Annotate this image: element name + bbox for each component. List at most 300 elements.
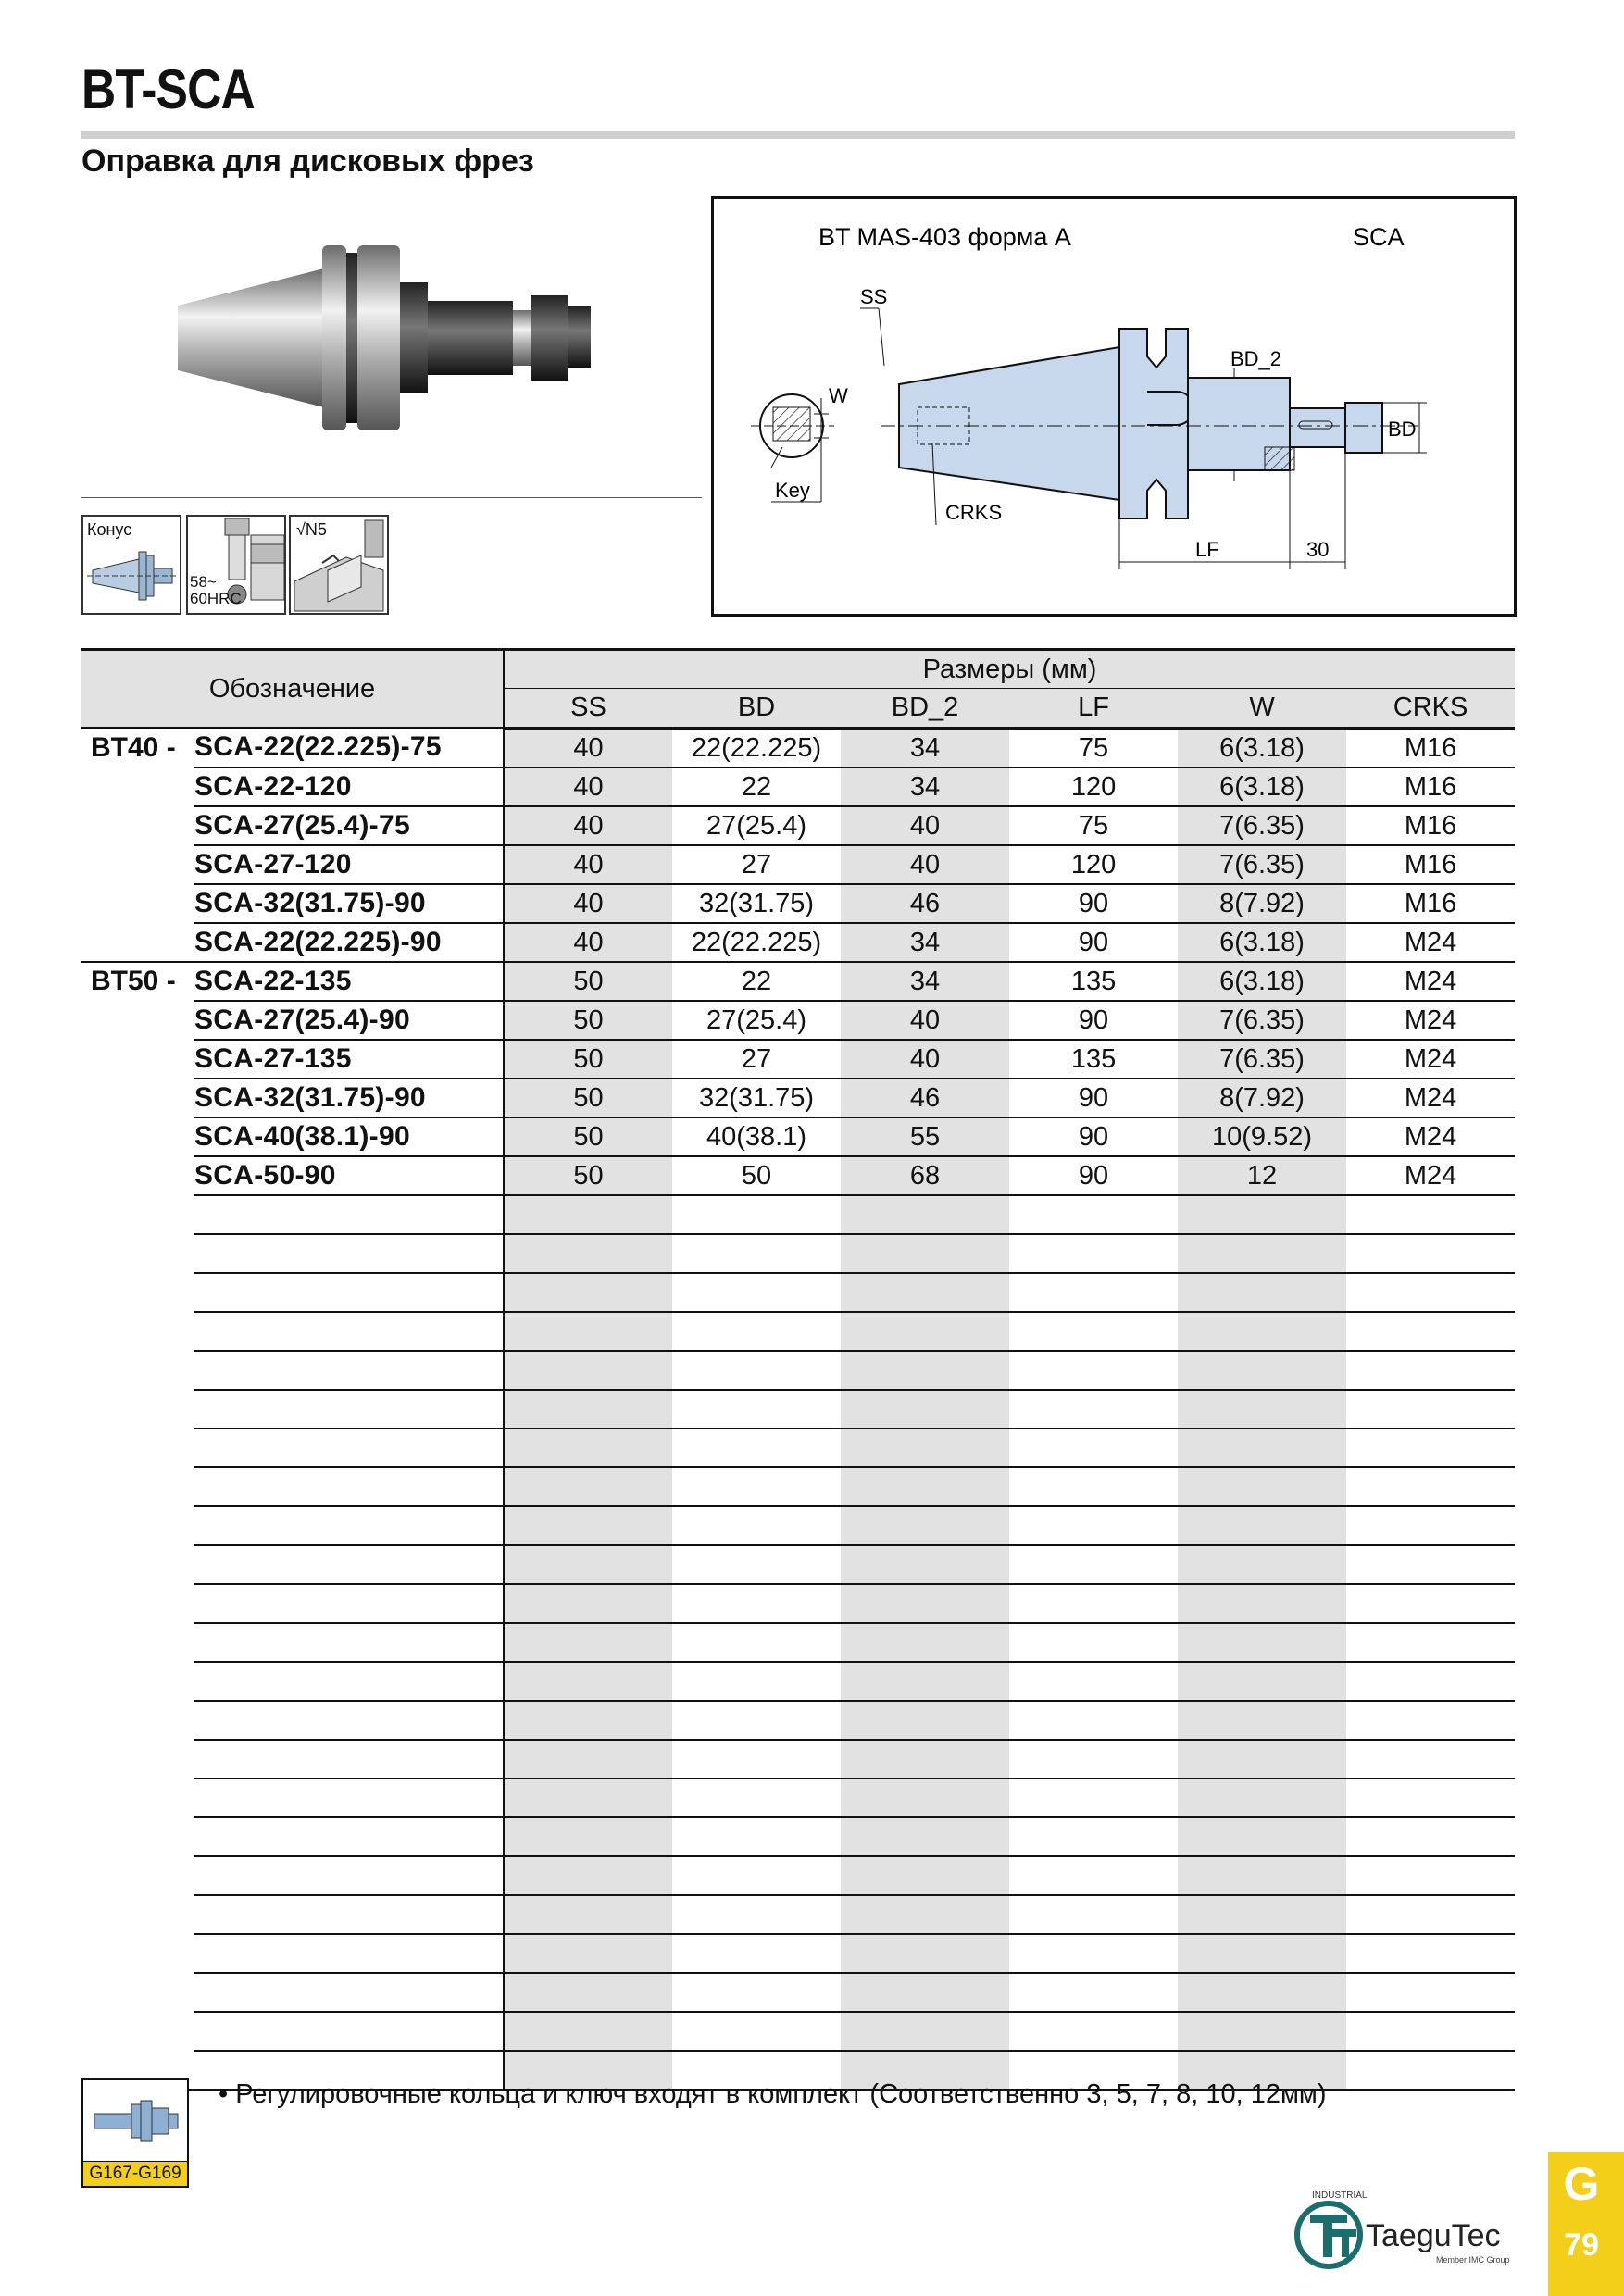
empty-value-cell xyxy=(1009,2012,1178,2051)
empty-table-row xyxy=(81,1234,1515,1273)
empty-value-cell xyxy=(1178,1312,1346,1351)
cell-lf: 75 xyxy=(1009,728,1178,767)
table-row xyxy=(81,845,1515,884)
empty-value-cell xyxy=(504,1934,672,1973)
lf-label: LF xyxy=(1195,538,1219,561)
machine-group-label xyxy=(81,767,194,806)
empty-value-cell xyxy=(1346,1429,1515,1467)
empty-value-cell xyxy=(841,1856,1009,1895)
empty-value-cell xyxy=(672,1740,841,1778)
machine-group-label xyxy=(81,923,194,962)
model-designation: SCA-22-120 xyxy=(194,767,504,806)
empty-value-cell xyxy=(672,1467,841,1506)
empty-group-cell xyxy=(81,1506,194,1545)
empty-value-cell xyxy=(1346,1662,1515,1701)
logo-tagline: Member IMC Group xyxy=(1436,2255,1510,2265)
empty-value-cell xyxy=(841,2012,1009,2051)
empty-group-cell xyxy=(81,1662,194,1701)
table-row xyxy=(81,1001,1515,1040)
page-title: BT-SCA xyxy=(81,58,255,120)
empty-table-row xyxy=(81,1195,1515,1234)
cell-bd_2: 68 xyxy=(841,1156,1009,1195)
empty-model-cell xyxy=(194,1701,504,1740)
empty-value-cell xyxy=(504,1856,672,1895)
cell-ss: 40 xyxy=(504,923,672,962)
empty-value-cell xyxy=(841,1662,1009,1701)
empty-value-cell xyxy=(1009,1623,1178,1662)
empty-value-cell xyxy=(841,1506,1009,1545)
bd-label: BD xyxy=(1388,418,1417,441)
empty-value-cell xyxy=(841,1934,1009,1973)
empty-table-row xyxy=(81,2012,1515,2051)
empty-value-cell xyxy=(1346,1312,1515,1351)
empty-value-cell xyxy=(1346,2051,1515,2090)
spec-table xyxy=(81,648,1515,2091)
cell-crks: M16 xyxy=(1346,884,1515,923)
cell-bd: 22(22.225) xyxy=(672,728,841,767)
empty-model-cell xyxy=(194,1934,504,1973)
empty-value-cell xyxy=(672,1856,841,1895)
empty-model-cell xyxy=(194,1662,504,1701)
empty-value-cell xyxy=(841,1973,1009,2012)
product-photo xyxy=(139,218,602,440)
empty-group-cell xyxy=(81,1817,194,1856)
pull-stud-reference-icon[interactable] xyxy=(81,2078,189,2188)
empty-value-cell xyxy=(1346,1856,1515,1895)
cell-w: 10(9.52) xyxy=(1178,1117,1346,1156)
empty-table-row xyxy=(81,1701,1515,1740)
empty-value-cell xyxy=(1009,1467,1178,1506)
empty-value-cell xyxy=(1009,1778,1178,1817)
empty-model-cell xyxy=(194,1778,504,1817)
empty-value-cell xyxy=(504,2012,672,2051)
empty-value-cell xyxy=(1346,1506,1515,1545)
empty-value-cell xyxy=(1178,1973,1346,2012)
empty-value-cell xyxy=(672,1895,841,1934)
diagram-right-title: SCA xyxy=(1353,223,1405,251)
empty-value-cell xyxy=(504,1195,672,1234)
empty-value-cell xyxy=(1178,1895,1346,1934)
empty-value-cell xyxy=(1178,1623,1346,1662)
empty-value-cell xyxy=(1178,1662,1346,1701)
column-header-lf: LF xyxy=(1009,689,1178,728)
table-row xyxy=(81,884,1515,923)
empty-value-cell xyxy=(672,1584,841,1623)
empty-value-cell xyxy=(672,1817,841,1856)
empty-group-cell xyxy=(81,1234,194,1273)
cell-w: 6(3.18) xyxy=(1178,728,1346,767)
cell-bd_2: 40 xyxy=(841,806,1009,845)
cell-ss: 50 xyxy=(504,1117,672,1156)
cell-ss: 50 xyxy=(504,1040,672,1079)
empty-value-cell xyxy=(1346,1351,1515,1390)
empty-value-cell xyxy=(504,1701,672,1740)
empty-value-cell xyxy=(1178,1429,1346,1467)
title-rule xyxy=(81,131,1515,139)
cone-icon xyxy=(81,515,181,615)
table-row xyxy=(81,923,1515,962)
machine-group-label xyxy=(81,806,194,845)
cell-lf: 120 xyxy=(1009,767,1178,806)
empty-value-cell xyxy=(504,1312,672,1351)
empty-value-cell xyxy=(1009,1312,1178,1351)
empty-value-cell xyxy=(672,1623,841,1662)
empty-value-cell xyxy=(1178,1856,1346,1895)
empty-value-cell xyxy=(1178,1234,1346,1273)
empty-value-cell xyxy=(1178,1934,1346,1973)
empty-value-cell xyxy=(504,1390,672,1429)
hrc-label-1: 58~ xyxy=(190,573,217,591)
empty-group-cell xyxy=(81,1467,194,1506)
empty-model-cell xyxy=(194,1273,504,1312)
empty-value-cell xyxy=(1009,1273,1178,1312)
model-designation: SCA-27-135 xyxy=(194,1040,504,1079)
empty-value-cell xyxy=(672,1973,841,2012)
cone-label: Конус xyxy=(87,520,132,539)
cell-bd_2: 40 xyxy=(841,1040,1009,1079)
dimensions-header: Размеры (мм) xyxy=(504,650,1515,689)
empty-table-row xyxy=(81,1390,1515,1429)
empty-value-cell xyxy=(1178,1740,1346,1778)
cell-crks: M16 xyxy=(1346,728,1515,767)
key-label: Key xyxy=(775,479,810,502)
cell-bd: 22 xyxy=(672,962,841,1001)
empty-value-cell xyxy=(672,1351,841,1390)
empty-model-cell xyxy=(194,1973,504,2012)
empty-table-row xyxy=(81,1467,1515,1506)
empty-group-cell xyxy=(81,1740,194,1778)
logo-wordmark: TaeguTec xyxy=(1366,2218,1501,2253)
cell-lf: 90 xyxy=(1009,1117,1178,1156)
empty-value-cell xyxy=(1009,1973,1178,2012)
table-row xyxy=(81,767,1515,806)
cell-ss: 40 xyxy=(504,845,672,884)
empty-value-cell xyxy=(672,1273,841,1312)
cell-ss: 50 xyxy=(504,1079,672,1117)
empty-value-cell xyxy=(841,1234,1009,1273)
empty-table-row xyxy=(81,1740,1515,1778)
empty-value-cell xyxy=(1009,1234,1178,1273)
table-row xyxy=(81,728,1515,767)
empty-value-cell xyxy=(1346,1817,1515,1856)
empty-table-row xyxy=(81,1662,1515,1701)
empty-value-cell xyxy=(504,1351,672,1390)
cell-ss: 50 xyxy=(504,1156,672,1195)
cell-bd_2: 34 xyxy=(841,923,1009,962)
designation-header: Обозначение xyxy=(81,650,504,729)
empty-value-cell xyxy=(672,1390,841,1429)
empty-group-cell xyxy=(81,1351,194,1390)
empty-value-cell xyxy=(504,1545,672,1584)
cell-w: 7(6.35) xyxy=(1178,1040,1346,1079)
empty-value-cell xyxy=(1346,1740,1515,1778)
cell-crks: M16 xyxy=(1346,806,1515,845)
finish-label: √N5 xyxy=(296,520,327,539)
machine-group-label xyxy=(81,1117,194,1156)
cell-bd_2: 34 xyxy=(841,962,1009,1001)
empty-value-cell xyxy=(1178,2012,1346,2051)
logo-ring-text: INDUSTRIAL xyxy=(1312,2190,1368,2201)
empty-value-cell xyxy=(1009,1506,1178,1545)
empty-value-cell xyxy=(504,1662,672,1701)
machine-group-label: BT50 - xyxy=(81,962,194,1001)
empty-model-cell xyxy=(194,1856,504,1895)
empty-value-cell xyxy=(672,1234,841,1273)
cell-w: 8(7.92) xyxy=(1178,884,1346,923)
cell-ss: 40 xyxy=(504,767,672,806)
empty-value-cell xyxy=(672,1429,841,1467)
empty-group-cell xyxy=(81,1545,194,1584)
empty-value-cell xyxy=(841,1195,1009,1234)
empty-value-cell xyxy=(1009,1817,1178,1856)
empty-model-cell xyxy=(194,1740,504,1778)
empty-value-cell xyxy=(672,1778,841,1817)
empty-value-cell xyxy=(841,1623,1009,1662)
model-designation: SCA-27(25.4)-90 xyxy=(194,1001,504,1040)
cell-bd_2: 34 xyxy=(841,767,1009,806)
cell-crks: M24 xyxy=(1346,1079,1515,1117)
empty-value-cell xyxy=(1178,1467,1346,1506)
empty-group-cell xyxy=(81,1390,194,1429)
empty-value-cell xyxy=(1009,1934,1178,1973)
cell-w: 7(6.35) xyxy=(1178,806,1346,845)
empty-value-cell xyxy=(504,1467,672,1506)
empty-group-cell xyxy=(81,1973,194,2012)
empty-value-cell xyxy=(504,1778,672,1817)
cell-w: 6(3.18) xyxy=(1178,962,1346,1001)
empty-model-cell xyxy=(194,1351,504,1390)
section-divider xyxy=(81,497,702,498)
empty-group-cell xyxy=(81,1312,194,1351)
empty-value-cell xyxy=(1346,1545,1515,1584)
page-reference-label[interactable]: G167-G169 xyxy=(83,2161,187,2186)
model-designation: SCA-22(22.225)-90 xyxy=(194,923,504,962)
cell-lf: 90 xyxy=(1009,923,1178,962)
cell-bd: 50 xyxy=(672,1156,841,1195)
empty-value-cell xyxy=(841,1429,1009,1467)
table-row xyxy=(81,1117,1515,1156)
empty-value-cell xyxy=(1346,1584,1515,1623)
cell-bd_2: 40 xyxy=(841,1001,1009,1040)
empty-value-cell xyxy=(504,1429,672,1467)
empty-group-cell xyxy=(81,1895,194,1934)
cell-lf: 90 xyxy=(1009,1156,1178,1195)
empty-value-cell xyxy=(504,1817,672,1856)
empty-table-row xyxy=(81,1856,1515,1895)
table-row xyxy=(81,806,1515,845)
empty-value-cell xyxy=(504,1506,672,1545)
cell-w: 8(7.92) xyxy=(1178,1079,1346,1117)
cell-lf: 120 xyxy=(1009,845,1178,884)
cell-lf: 135 xyxy=(1009,962,1178,1001)
empty-group-cell xyxy=(81,1273,194,1312)
empty-value-cell xyxy=(841,1273,1009,1312)
cell-w: 7(6.35) xyxy=(1178,1001,1346,1040)
cell-lf: 90 xyxy=(1009,1079,1178,1117)
empty-value-cell xyxy=(1346,1701,1515,1740)
empty-value-cell xyxy=(841,1701,1009,1740)
arbor-shape xyxy=(1290,408,1345,447)
cell-bd: 27(25.4) xyxy=(672,806,841,845)
machine-group-label xyxy=(81,1040,194,1079)
empty-group-cell xyxy=(81,1623,194,1662)
cell-crks: M24 xyxy=(1346,1117,1515,1156)
empty-value-cell xyxy=(1009,1701,1178,1740)
empty-table-row xyxy=(81,1895,1515,1934)
key-section-hatch xyxy=(773,407,810,441)
empty-model-cell xyxy=(194,1506,504,1545)
empty-table-row xyxy=(81,1273,1515,1312)
empty-table-row xyxy=(81,1934,1515,1973)
empty-value-cell xyxy=(1346,1234,1515,1273)
empty-value-cell xyxy=(1178,1273,1346,1312)
cell-crks: M16 xyxy=(1346,767,1515,806)
empty-value-cell xyxy=(672,1195,841,1234)
cell-lf: 90 xyxy=(1009,884,1178,923)
empty-table-row xyxy=(81,1584,1515,1623)
table-row xyxy=(81,962,1515,1001)
cell-crks: M24 xyxy=(1346,1001,1515,1040)
empty-value-cell xyxy=(1346,1273,1515,1312)
empty-value-cell xyxy=(672,1701,841,1740)
empty-value-cell xyxy=(1178,1545,1346,1584)
empty-value-cell xyxy=(1009,1390,1178,1429)
empty-group-cell xyxy=(81,2012,194,2051)
ss-label: SS xyxy=(860,285,888,308)
empty-group-cell xyxy=(81,1856,194,1895)
cell-bd: 40(38.1) xyxy=(672,1117,841,1156)
empty-value-cell xyxy=(1009,1545,1178,1584)
empty-value-cell xyxy=(841,1778,1009,1817)
empty-value-cell xyxy=(1346,1895,1515,1934)
empty-value-cell xyxy=(1009,1895,1178,1934)
cell-ss: 50 xyxy=(504,1001,672,1040)
cell-crks: M24 xyxy=(1346,962,1515,1001)
cell-w: 12 xyxy=(1178,1156,1346,1195)
cell-bd_2: 55 xyxy=(841,1117,1009,1156)
empty-value-cell xyxy=(1178,1390,1346,1429)
surface-finish-icon xyxy=(289,515,389,615)
empty-value-cell xyxy=(672,1934,841,1973)
empty-model-cell xyxy=(194,1234,504,1273)
footnote: • Регулировочные кольца и ключ входят в комплект (Соответственно 3, 5, 7, 8, 10, 12мм) xyxy=(219,2079,1327,2109)
table-row xyxy=(81,1079,1515,1117)
empty-value-cell xyxy=(672,1312,841,1351)
section-letter: G xyxy=(1563,2158,1600,2210)
empty-table-row xyxy=(81,1429,1515,1467)
model-designation: SCA-40(38.1)-90 xyxy=(194,1117,504,1156)
machine-group-label xyxy=(81,1079,194,1117)
empty-value-cell xyxy=(1178,1701,1346,1740)
empty-value-cell xyxy=(504,1273,672,1312)
empty-value-cell xyxy=(1178,1817,1346,1856)
empty-value-cell xyxy=(1009,1740,1178,1778)
empty-model-cell xyxy=(194,1623,504,1662)
empty-value-cell xyxy=(504,1584,672,1623)
model-designation: SCA-32(31.75)-90 xyxy=(194,884,504,923)
cell-lf: 90 xyxy=(1009,1001,1178,1040)
empty-value-cell xyxy=(1009,1429,1178,1467)
empty-table-row xyxy=(81,1506,1515,1545)
page-subtitle: Оправка для дисковых фрез xyxy=(81,144,534,179)
model-designation: SCA-22(22.225)-75 xyxy=(194,728,504,767)
empty-model-cell xyxy=(194,1390,504,1429)
model-designation: SCA-32(31.75)-90 xyxy=(194,1079,504,1117)
bd2-label: BD_2 xyxy=(1230,347,1282,370)
column-header-ss: SS xyxy=(504,689,672,728)
table-row xyxy=(81,1156,1515,1195)
empty-model-cell xyxy=(194,1467,504,1506)
empty-group-cell xyxy=(81,1778,194,1817)
empty-value-cell xyxy=(1009,1584,1178,1623)
machine-group-label xyxy=(81,1001,194,1040)
empty-model-cell xyxy=(194,1817,504,1856)
empty-value-cell xyxy=(1009,1351,1178,1390)
table-row xyxy=(81,1040,1515,1079)
model-designation: SCA-27(25.4)-75 xyxy=(194,806,504,845)
empty-group-cell xyxy=(81,1584,194,1623)
empty-value-cell xyxy=(1178,1778,1346,1817)
cell-ss: 40 xyxy=(504,728,672,767)
empty-value-cell xyxy=(1178,1584,1346,1623)
empty-model-cell xyxy=(194,1895,504,1934)
machine-group-label xyxy=(81,1156,194,1195)
cell-bd_2: 46 xyxy=(841,884,1009,923)
empty-model-cell xyxy=(194,1584,504,1623)
empty-value-cell xyxy=(841,1312,1009,1351)
empty-value-cell xyxy=(841,1390,1009,1429)
empty-value-cell xyxy=(841,1351,1009,1390)
cell-lf: 135 xyxy=(1009,1040,1178,1079)
section-tab xyxy=(1548,2152,1624,2296)
empty-value-cell xyxy=(1178,1351,1346,1390)
empty-model-cell xyxy=(194,1195,504,1234)
empty-table-row xyxy=(81,1817,1515,1856)
empty-value-cell xyxy=(1346,1390,1515,1429)
empty-value-cell xyxy=(1009,1195,1178,1234)
empty-value-cell xyxy=(1178,1195,1346,1234)
hardness-icon xyxy=(186,515,286,615)
empty-table-row xyxy=(81,1973,1515,2012)
cell-w: 7(6.35) xyxy=(1178,845,1346,884)
column-header-bd_2: BD_2 xyxy=(841,689,1009,728)
empty-value-cell xyxy=(841,1817,1009,1856)
empty-value-cell xyxy=(841,1467,1009,1506)
empty-model-cell xyxy=(194,1429,504,1467)
cell-bd: 22(22.225) xyxy=(672,923,841,962)
empty-value-cell xyxy=(1346,1195,1515,1234)
empty-table-row xyxy=(81,1778,1515,1817)
model-designation: SCA-50-90 xyxy=(194,1156,504,1195)
machine-group-label xyxy=(81,845,194,884)
empty-value-cell xyxy=(672,1506,841,1545)
machine-group-label xyxy=(81,884,194,923)
cell-crks: M24 xyxy=(1346,1156,1515,1195)
nut-shape xyxy=(1345,403,1382,453)
taper-shape xyxy=(899,347,1119,500)
empty-table-row xyxy=(81,1545,1515,1584)
empty-table-row xyxy=(81,1623,1515,1662)
empty-value-cell xyxy=(504,1623,672,1662)
hrc-label-2: 60HRC xyxy=(190,590,242,607)
empty-model-cell xyxy=(194,1545,504,1584)
empty-value-cell xyxy=(1346,2012,1515,2051)
empty-value-cell xyxy=(1009,1662,1178,1701)
empty-value-cell xyxy=(504,1895,672,1934)
empty-value-cell xyxy=(1178,1506,1346,1545)
diagram-left-title: BT MAS-403 форма A xyxy=(818,223,1071,251)
machine-group-label: BT40 - xyxy=(91,731,176,763)
